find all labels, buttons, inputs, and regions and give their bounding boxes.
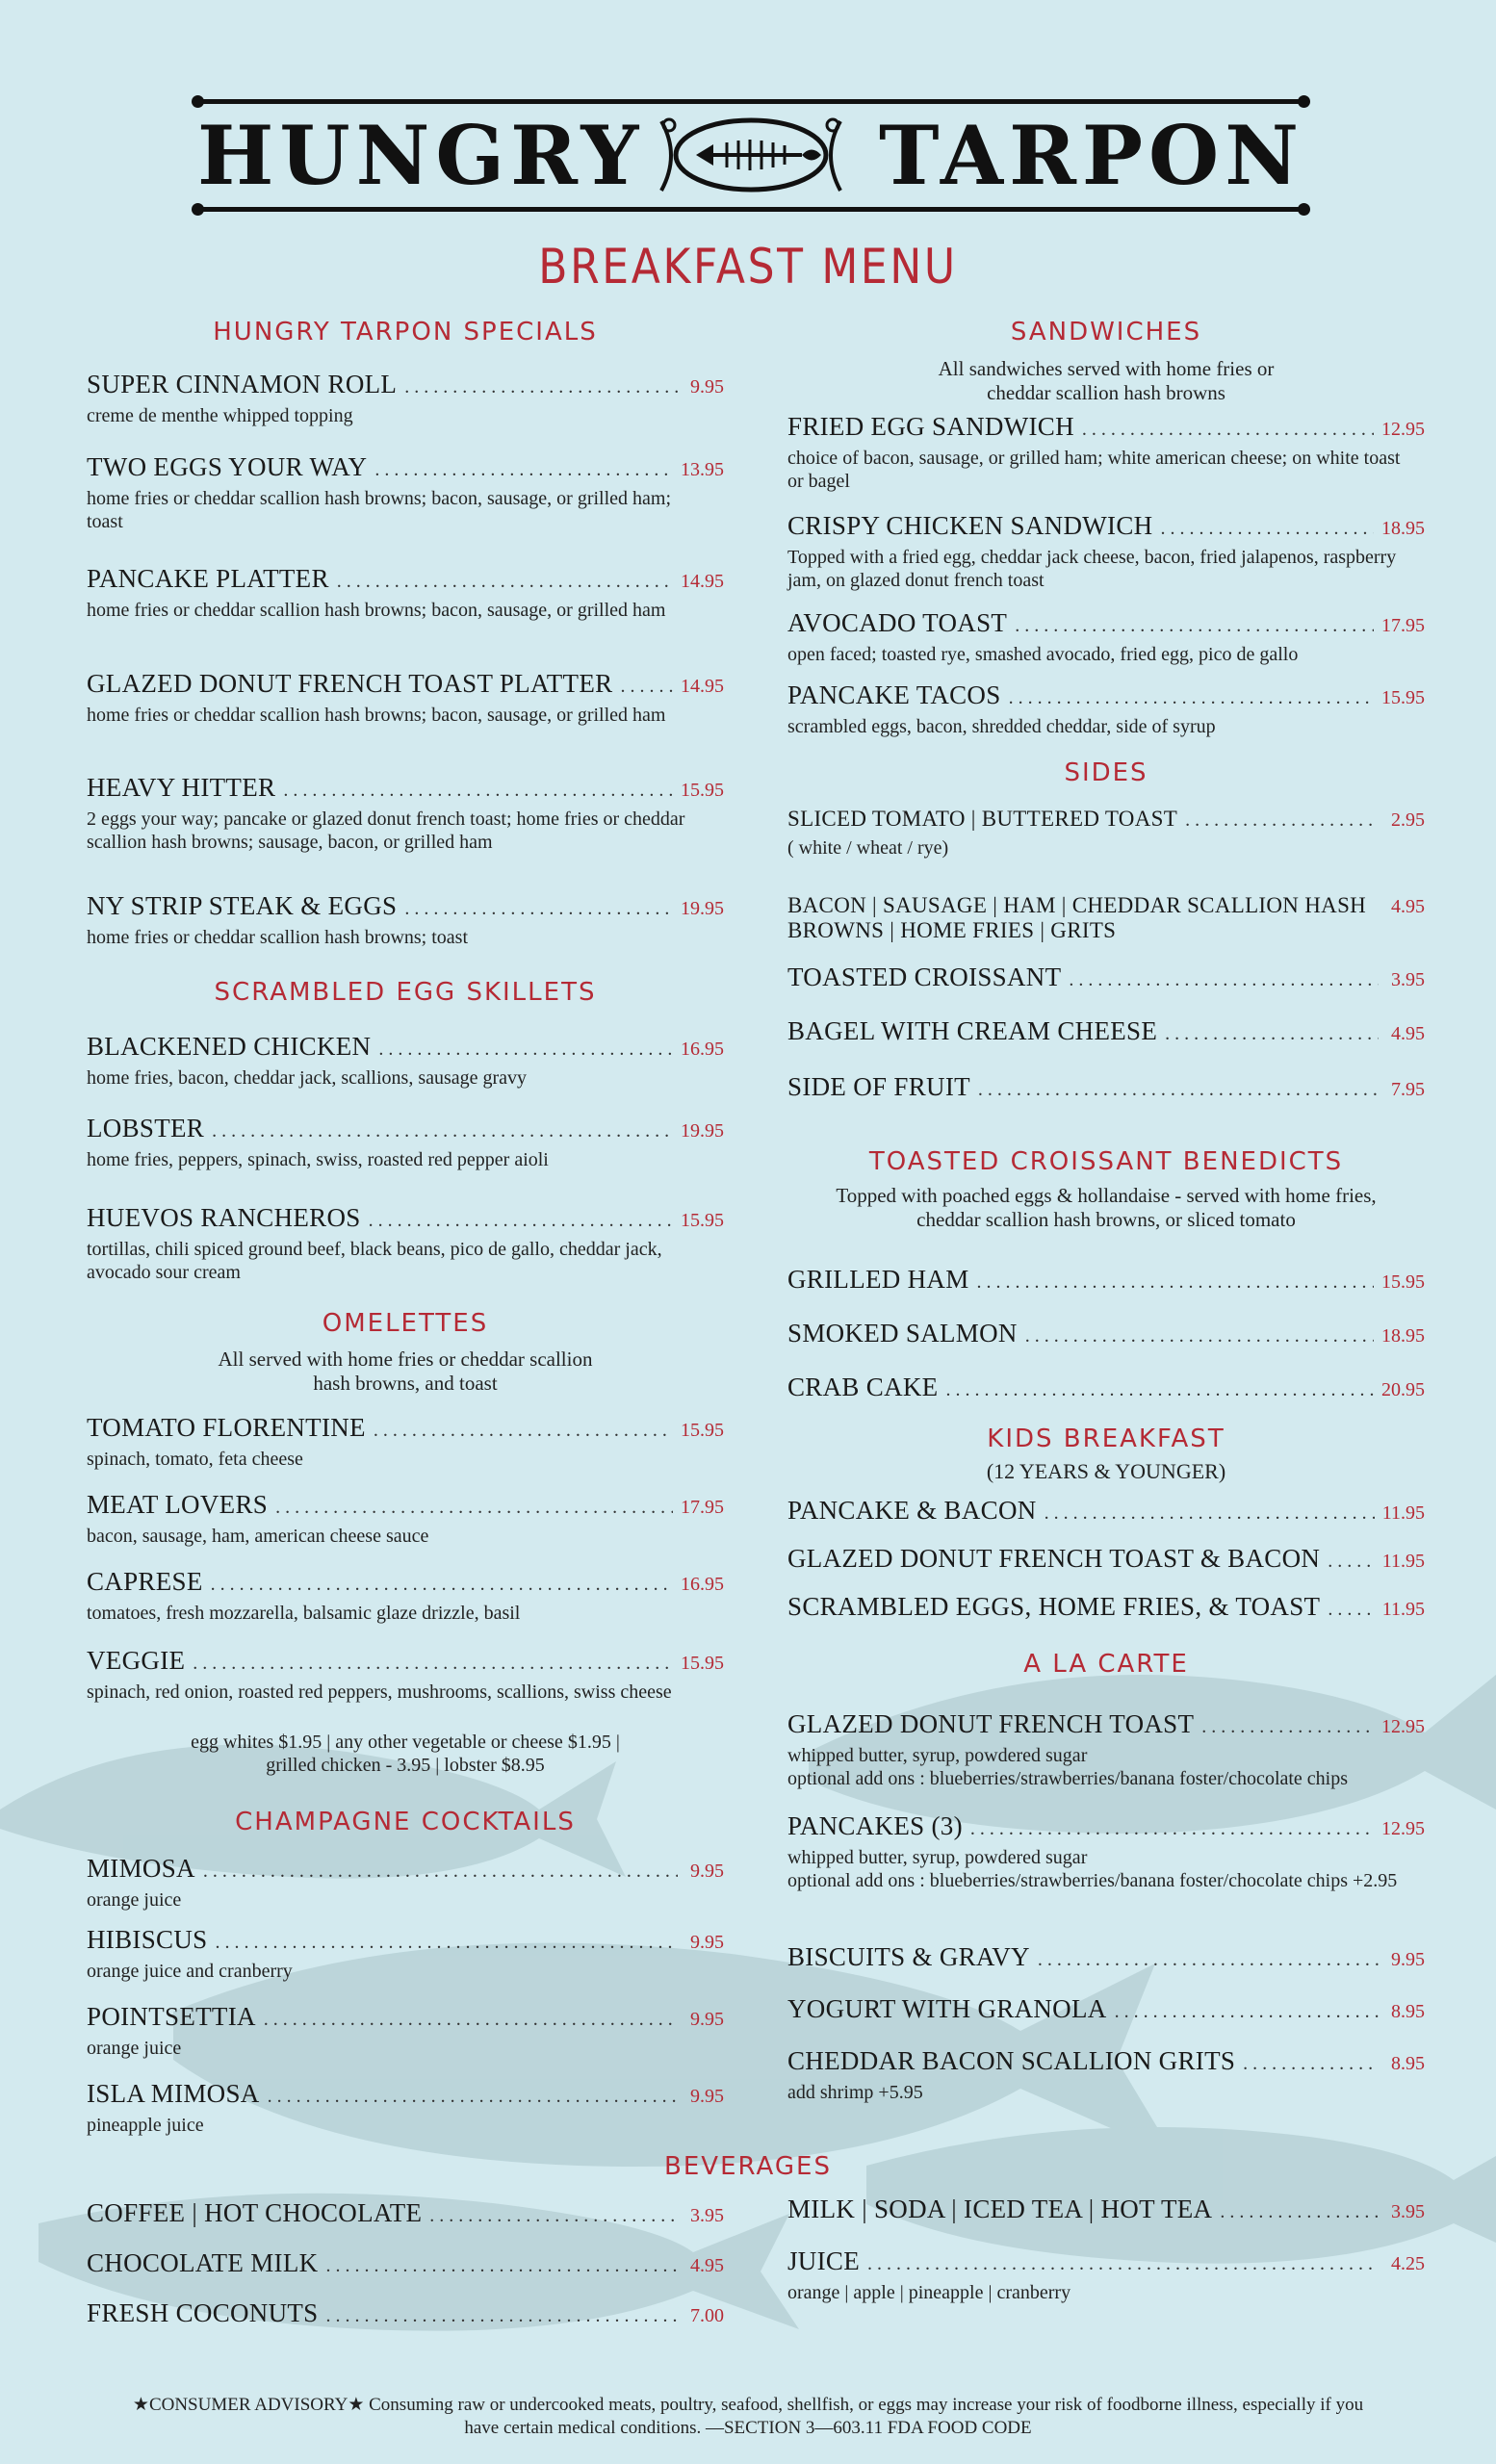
item-description: home fries, peppers, spinach, swiss, roasted red pepper aioli [87,1149,549,1170]
item-name: MIMOSA [87,1854,195,1883]
item-description: orange juice [87,2038,182,2059]
leader-dots [1009,687,1374,709]
item-name: SIDE OF FRUIT [787,1072,970,1101]
item-price: 3.95 [1391,2201,1425,2222]
item-description: spinach, tomato, feta cheese [87,1449,303,1470]
item-name: BAGEL WITH CREAM CHEESE [787,1016,1158,1045]
menu-item [87,669,724,727]
advisory-line: ★CONSUMER ADVISORY★ Consuming raw or undercooked meats, poultry, seafood, shellfish, or eggs may increase your risk of foodborne illness, especially if you [132,2395,1364,2415]
beverage-item [787,2246,1425,2304]
leader-dots [283,780,673,802]
menu-item [87,1032,724,1090]
item-name: AVOCADO TOAST [787,608,1008,637]
section-title-beverages: BEVERAGES [664,2152,832,2181]
item-price: 11.95 [1381,1551,1425,1572]
menu-item [87,1203,724,1284]
leader-dots [1025,1325,1374,1348]
leader-dots [978,1079,1379,1101]
menu-item [787,962,1425,992]
item-name: PANCAKES (3) [787,1811,963,1840]
item-description: creme de menthe whipped topping [87,405,353,426]
item-price: 11.95 [1381,1599,1425,1620]
leader-dots [325,2255,678,2277]
menu-item [787,412,1425,493]
section-note-line: cheddar scallion hash browns [987,381,1225,404]
leader-dots [1045,1502,1375,1525]
item-price: 12.95 [1381,1818,1425,1839]
item-name: TOMATO FLORENTINE [87,1413,366,1442]
item-description: home fries or cheddar scallion hash browns; bacon, sausage, or grilled ham; toast [87,488,672,532]
item-name: SLICED TOMATO | BUTTERED TOAST [787,807,1178,831]
item-price: 19.95 [681,1120,724,1142]
item-description: home fries or cheddar scallion hash browns; bacon, sausage, or grilled ham [87,705,666,726]
item-price: 20.95 [1381,1379,1425,1400]
item-price: 18.95 [1381,518,1425,539]
menu-item [87,452,724,533]
leader-dots [211,1574,673,1596]
menu-item [787,1265,1425,1295]
item-price: 4.25 [1391,2253,1425,2274]
item-name: HIBISCUS [87,1925,208,1954]
item-price: 2.95 [1391,809,1425,831]
menu-item [87,1490,724,1548]
section-subtitle: (12 YEARS & YOUNGER) [986,1459,1226,1483]
menu-item [787,1592,1425,1622]
leader-dots [369,1210,673,1232]
item-description: spinach, red onion, roasted red peppers, mushrooms, scallions, swiss cheese [87,1681,672,1703]
menu-item [787,1709,1425,1790]
restaurant-logo [197,96,1304,221]
item-name: GLAZED DONUT FRENCH TOAST PLATTER [87,669,613,698]
menu-item [87,2079,724,2137]
leader-dots [620,676,673,698]
section-title-cocktails: CHAMPAGNE COCKTAILS [235,1808,576,1836]
leader-dots [1185,809,1379,832]
section-title-sandwiches: SANDWICHES [1010,318,1202,346]
leader-dots [1082,419,1374,441]
section-title-sides: SIDES [1064,758,1148,787]
item-price: 9.95 [690,1861,724,1882]
leader-dots [429,2205,678,2227]
item-price: 8.95 [1391,2001,1425,2022]
item-description: orange juice and cranberry [87,1961,293,1982]
section-title-alacarte: A LA CARTE [1023,1650,1189,1679]
leader-dots [374,459,673,481]
leader-dots [1115,2001,1379,2023]
leader-dots [1015,615,1374,637]
omelette-addons [87,1731,724,1777]
leader-dots [215,1932,678,1954]
leader-dots [970,1818,1374,1840]
item-price: 15.95 [681,1420,724,1441]
item-description: orange | apple | pineapple | cranberry [787,2282,1071,2303]
item-name: COFFEE | HOT CHOCOLATE [87,2198,423,2227]
item-description: home fries, bacon, cheddar jack, scallions, sausage gravy [87,1067,528,1089]
item-description: home fries or cheddar scallion hash browns; bacon, sausage, or grilled ham [87,600,666,621]
item-name: GLAZED DONUT FRENCH TOAST [787,1709,1195,1738]
leader-dots [374,1420,673,1442]
menu-item [787,2046,1425,2104]
item-name: GLAZED DONUT FRENCH TOAST & BACON [787,1544,1321,1573]
item-price: 3.95 [1391,969,1425,990]
item-price: 16.95 [681,1574,724,1595]
item-description: choice of bacon, sausage, or grilled ham; white american cheese; on white toast or bagel [787,448,1401,492]
item-price: 9.95 [690,1932,724,1953]
section-note-line: All served with home fries or cheddar scallion [218,1348,593,1371]
item-name-continued: BROWNS | HOME FRIES | GRITS [787,918,1117,942]
leader-dots [1165,1023,1379,1045]
beverage-item [87,2198,724,2228]
item-price: 16.95 [681,1039,724,1060]
brand-word-right: TARPON [878,108,1304,203]
item-description: open faced; toasted rye, smashed avocado, fried egg, pico de gallo [787,644,1299,665]
item-description: tomatoes, fresh mozzarella, balsamic glaze drizzle, basil [87,1603,521,1624]
item-name: YOGURT WITH GRANOLA [787,1994,1107,2023]
advisory-line: have certain medical conditions. —SECTION 3—603.11 FDA FOOD CODE [464,2418,1032,2438]
item-price: 7.00 [690,2305,724,2326]
item-price: 4.95 [1391,1023,1425,1044]
leader-dots [264,2009,678,2031]
item-name: SCRAMBLED EGGS, HOME FRIES, & TOAST [787,1592,1321,1621]
section-title-kids: KIDS BREAKFAST [987,1424,1225,1453]
item-name: CHOCOLATE MILK [87,2248,319,2277]
menu-item [87,891,724,949]
item-name: PANCAKE & BACON [787,1496,1037,1525]
item-name: ISLA MIMOSA [87,2079,260,2108]
addons-line: egg whites $1.95 | any other vegetable or cheese $1.95 | [191,1732,620,1753]
menu-item [787,608,1425,666]
item-price: 9.95 [690,2086,724,2107]
leader-dots [337,571,673,593]
menu-item [787,893,1425,943]
item-name: MEAT LOVERS [87,1490,269,1519]
menu-item [787,1373,1425,1402]
item-description: orange juice [87,1889,182,1911]
beverage-item [87,2248,724,2278]
item-description: 2 eggs your way; pancake or glazed donut french toast; home fries or cheddar scallion hash browns; sausage, bacon, or grilled ham [87,808,685,853]
leader-dots [193,1653,673,1675]
beverage-item [87,2298,724,2328]
item-description-line: whipped butter, syrup, powdered sugar [787,1745,1088,1766]
item-name: FRIED EGG SANDWICH [787,412,1074,441]
item-price: 14.95 [681,571,724,592]
menu-item [87,564,724,622]
item-price: 17.95 [681,1497,724,1518]
item-name: NY STRIP STEAK & EGGS [87,891,398,920]
item-name: GRILLED HAM [787,1265,969,1294]
section-title-benedicts: TOASTED CROISSANT BENEDICTS [868,1147,1344,1176]
leader-dots [945,1379,1374,1401]
section-title-specials: HUNGRY TARPON SPECIALS [213,318,598,346]
item-name: BACON | SAUSAGE | HAM | CHEDDAR SCALLION HASH [787,893,1367,917]
item-name: TWO EGGS YOUR WAY [87,452,368,481]
leader-dots [378,1039,673,1061]
leader-dots [1201,1716,1374,1738]
leader-dots [1328,1551,1375,1573]
leader-dots [1160,518,1374,540]
item-name: CAPRESE [87,1567,203,1596]
item-description: ( white / wheat / rye) [787,837,949,859]
item-name: CRISPY CHICKEN SANDWICH [787,511,1153,540]
menu-item [87,2002,724,2060]
item-price: 4.95 [1391,896,1425,917]
item-name: HUEVOS RANCHEROS [87,1203,361,1232]
item-price: 7.95 [1391,1079,1425,1100]
item-description [787,1744,1425,1790]
section-note-line: hash browns, and toast [313,1372,498,1395]
menu-item [87,1567,724,1625]
menu-item [87,1646,724,1704]
item-name: PANCAKE PLATTER [87,564,329,593]
menu-item [87,1413,724,1471]
item-price: 14.95 [681,676,724,697]
tarpon-fish-emblem-icon [658,102,844,208]
item-name: VEGGIE [87,1646,186,1675]
addons-line: grilled chicken - 3.95 | lobster $8.95 [266,1755,545,1776]
leader-dots [326,2305,678,2327]
item-price: 17.95 [1381,615,1425,636]
item-description: tortillas, chili spiced ground beef, black beans, pico de gallo, cheddar jack, avocado sour cream [87,1239,662,1283]
leader-dots [404,376,678,398]
leader-dots [1220,2201,1379,2223]
leader-dots [275,1497,673,1519]
brand-word-left: HUNGRY [197,108,645,203]
item-name: TOASTED CROISSANT [787,962,1062,991]
item-description: add shrimp +5.95 [787,2082,923,2103]
item-name: SUPER CINNAMON ROLL [87,370,398,398]
menu-item [787,680,1425,738]
item-description: home fries or cheddar scallion hash browns; toast [87,927,469,948]
leader-dots [867,2253,1379,2275]
item-price: 11.95 [1381,1502,1425,1524]
consumer-advisory [116,2394,1380,2440]
item-price: 15.95 [681,780,724,801]
leader-dots [212,1120,673,1142]
item-description [787,1846,1425,1892]
item-name: LOBSTER [87,1114,205,1142]
item-description: Topped with a fried egg, cheddar jack cheese, bacon, fried jalapenos, raspberry jam, on glazed donut french toast [787,547,1397,591]
item-price: 4.95 [690,2255,724,2276]
item-name: CHEDDAR BACON SCALLION GRITS [787,2046,1236,2075]
menu-item [787,1994,1425,2024]
item-description: scrambled eggs, bacon, shredded cheddar, side of syrup [787,716,1216,737]
item-name: POINTSETTIA [87,2002,256,2031]
menu-item [787,1496,1425,1526]
item-price: 8.95 [1391,2053,1425,2074]
item-name: BISCUITS & GRAVY [787,1942,1030,1971]
beverage-item [787,2194,1425,2224]
item-name: HEAVY HITTER [87,773,276,802]
item-name: JUICE [787,2246,860,2275]
section-note [787,357,1425,405]
item-description-line: whipped butter, syrup, powdered sugar [787,1847,1088,1868]
item-description: bacon, sausage, ham, american cheese sauce [87,1526,429,1547]
menu-item [787,807,1425,860]
menu-item [87,1114,724,1171]
item-price: 18.95 [1381,1325,1425,1347]
section-note-line: All sandwiches served with home fries or [938,357,1275,380]
item-price: 12.95 [1381,419,1425,440]
leader-dots [404,898,673,920]
section-title-skillets: SCRAMBLED EGG SKILLETS [214,978,597,1007]
menu-item [787,1942,1425,1972]
leader-dots [1328,1599,1374,1621]
item-price: 9.95 [690,2009,724,2030]
item-name: FRESH COCONUTS [87,2298,319,2327]
item-description: pineapple juice [87,2115,204,2136]
menu-item [87,1854,724,1912]
leader-dots [1038,1949,1379,1971]
item-price: 15.95 [681,1653,724,1674]
section-note-line: cheddar scallion hash browns, or sliced tomato [916,1208,1296,1231]
logo-bottom-rule [197,207,1304,212]
item-price: 19.95 [681,898,724,919]
section-note [787,1184,1425,1232]
menu-item [787,1319,1425,1348]
section-note [87,1348,724,1396]
section-title-omelettes: OMELETTES [322,1309,489,1338]
item-name: BLACKENED CHICKEN [87,1032,372,1061]
item-price: 13.95 [681,459,724,480]
item-name: CRAB CAKE [787,1373,939,1401]
leader-dots [1069,969,1379,991]
menu-item [787,1016,1425,1046]
menu-item [87,1925,724,1983]
item-description-line: optional add ons : blueberries/strawberries/banana foster/chocolate chips +2.95 [787,1870,1398,1891]
menu-item [87,773,724,854]
leader-dots [977,1271,1374,1294]
leader-dots [203,1861,678,1883]
item-price: 15.95 [681,1210,724,1231]
section-note-line: Topped with poached eggs & hollandaise - served with home fries, [836,1184,1377,1207]
item-price: 9.95 [690,376,724,398]
leader-dots [268,2086,678,2108]
item-price: 15.95 [1381,687,1425,708]
item-price: 15.95 [1381,1271,1425,1293]
menu-item [787,511,1425,592]
menu-item [787,1811,1425,1892]
item-price: 12.95 [1381,1716,1425,1737]
item-name: MILK | SODA | ICED TEA | HOT TEA [787,2194,1213,2223]
item-price: 3.95 [690,2205,724,2226]
menu-item [787,1544,1425,1574]
item-name: SMOKED SALMON [787,1319,1018,1348]
menu-item [87,370,724,427]
leader-dots [1243,2053,1379,2075]
item-price: 9.95 [1391,1949,1425,1970]
item-description-line: optional add ons : blueberries/strawberries/banana foster/chocolate chips [787,1768,1349,1789]
item-name: PANCAKE TACOS [787,680,1001,709]
menu-title: BREAKFAST MENU [538,239,958,295]
menu-item [787,1072,1425,1102]
